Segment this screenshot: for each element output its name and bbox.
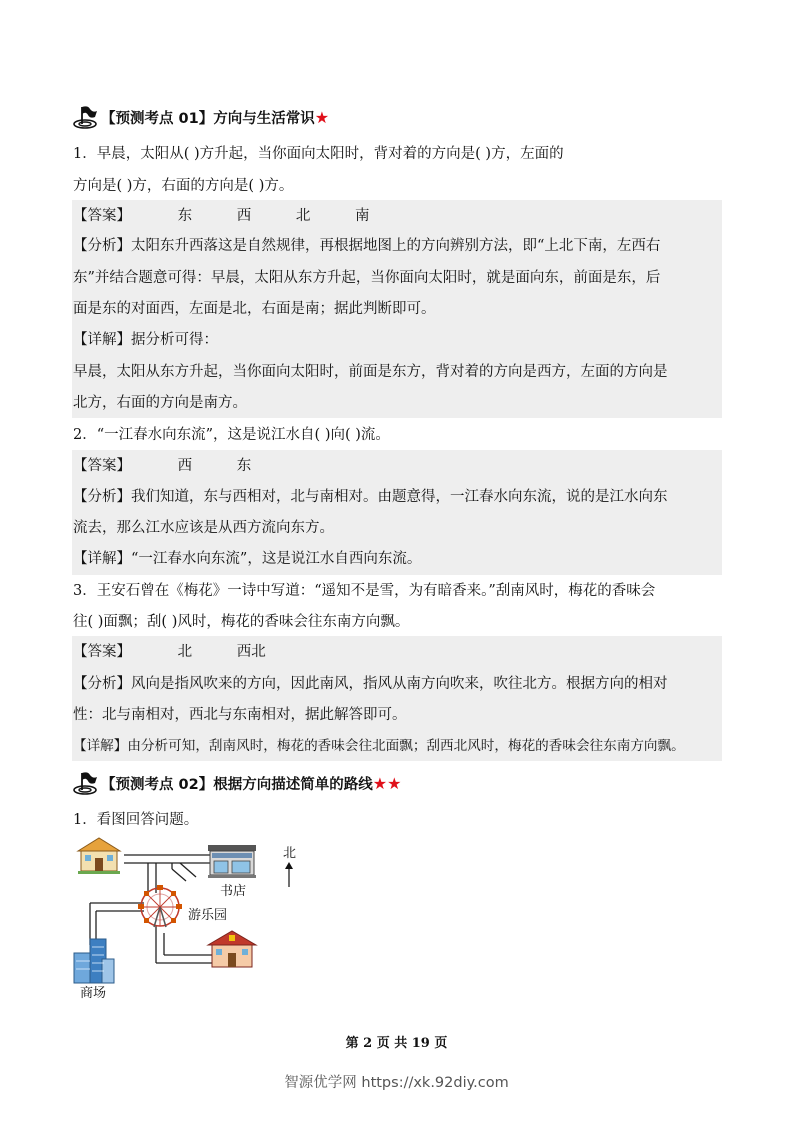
- analysis-text: 太阳东升西落这是自然规律，再根据地图上的方向辨别方法，即“上北下南，左西右: [131, 238, 661, 254]
- q3-analysis-line-1: [73, 674, 668, 694]
- q3-detail-line-1: [73, 736, 685, 756]
- answer-value: 南: [354, 208, 370, 224]
- analysis-label: 【分析】: [73, 238, 131, 254]
- section-title: 【预测考点 02】根据方向描述简单的路线: [101, 777, 373, 793]
- q1-detail-line-0: [73, 330, 218, 350]
- section-title: 【预测考点 01】方向与生活常识: [101, 111, 315, 127]
- detail-text: “一江春水向东流”，这是说江水自西向东流。: [131, 551, 422, 567]
- difficulty-stars: ★: [314, 108, 330, 127]
- park-label: 游乐园: [188, 908, 228, 923]
- answer-value: 西: [177, 458, 193, 474]
- detail-label: 【详解】: [73, 551, 131, 567]
- q2-answer: [73, 456, 251, 476]
- q2-analysis-line-1: [73, 487, 668, 507]
- q1-analysis-line-2: 东”并结合题意可得：早晨，太阳从东方升起，当你面向太阳时，就是面向东，前面是东，后: [73, 270, 661, 286]
- q2-detail-line-1: [73, 549, 421, 569]
- question-4-line-1: 1．看图回答问题。: [73, 812, 199, 828]
- answer-label: 【答案】: [73, 644, 131, 660]
- analysis-label: 【分析】: [73, 676, 131, 692]
- page-number: 第 2 页 共 19 页: [345, 1036, 448, 1051]
- q1-detail-line-1: 早晨，太阳从东方升起，当你面向太阳时，前面是东方，背对着的方向是西方，左面的方向是: [73, 364, 668, 380]
- north-arrow-icon: [285, 862, 293, 887]
- ferris-wheel-icon: [138, 885, 182, 927]
- section-heading-1: [73, 108, 329, 129]
- detail-label: 【详解】: [73, 332, 131, 348]
- question-2-line-1: 2．“一江春水向东流”，这是说江水自( )向( )流。: [73, 427, 390, 443]
- watermark: 智源优学网 https://xk.92diy.com: [284, 1075, 509, 1091]
- mall-building-icon: [74, 939, 114, 983]
- difficulty-stars: ★★: [372, 774, 402, 793]
- q3-analysis-line-2: 性：北与南相对，西北与东南相对，据此解答即可。: [73, 707, 407, 723]
- q1-analysis-line-3: 面是东的对面西，左面是北，右面是南；据此判断即可。: [73, 301, 436, 317]
- q1-analysis-line-1: [73, 236, 660, 256]
- detail-text: 据分析可得：: [131, 332, 218, 348]
- bookstore-icon: [208, 845, 256, 878]
- q1-detail-line-2: 北方，右面的方向是南方。: [73, 395, 247, 411]
- answer-value: 西: [236, 208, 252, 224]
- flag-icon: [73, 771, 99, 795]
- question-1-line-1: 1．早晨，太阳从( )方升起，当你面向太阳时，背对着的方向是( )方，左面的: [73, 146, 564, 162]
- answer-value: 东: [177, 208, 193, 224]
- north-label: 北: [283, 846, 297, 861]
- analysis-label: 【分析】: [73, 489, 131, 505]
- question-1-line-2: 方向是( )方，右面的方向是( )方。: [73, 178, 294, 194]
- bookstore-label: 书店: [220, 884, 247, 899]
- answer-value: 西北: [236, 644, 266, 660]
- flag-icon: [73, 105, 99, 129]
- answer-label: 【答案】: [73, 208, 131, 224]
- answer-label: 【答案】: [73, 458, 131, 474]
- analysis-text: 我们知道，东与西相对，北与南相对。由题意得，一江春水向东流，说的是江水向东: [131, 489, 668, 505]
- analysis-text: 风向是指风吹来的方向，因此南风，指风从南方向吹来，吹往北方。根据方向的相对: [131, 676, 668, 692]
- answer-value: 北: [177, 644, 193, 660]
- answer-value: 东: [236, 458, 252, 474]
- detail-text: 由分析可知，刮南风时，梅花的香味会往北面飘；刮西北风时，梅花的香味会往东南方向飘。: [127, 738, 685, 754]
- section-heading-2: [73, 774, 401, 795]
- school-house-icon: [208, 931, 256, 967]
- q3-answer: [73, 642, 266, 662]
- question-3-line-2: 往( )面飘；刮( )风时，梅花的香味会往东南方向飘。: [73, 614, 410, 630]
- mall-label: 商场: [80, 986, 107, 1001]
- answer-value: 北: [295, 208, 311, 224]
- q2-analysis-line-2: 流去，那么江水应该是从西方流向东方。: [73, 520, 334, 536]
- house-icon: [78, 838, 120, 874]
- question-3-line-1: 3．王安石曾在《梅花》一诗中写道：“遥知不是雪，为有暗香来。”刮南风时，梅花的香味会: [73, 583, 656, 599]
- q1-answer: [73, 206, 369, 226]
- detail-label: 【详解】: [73, 738, 128, 754]
